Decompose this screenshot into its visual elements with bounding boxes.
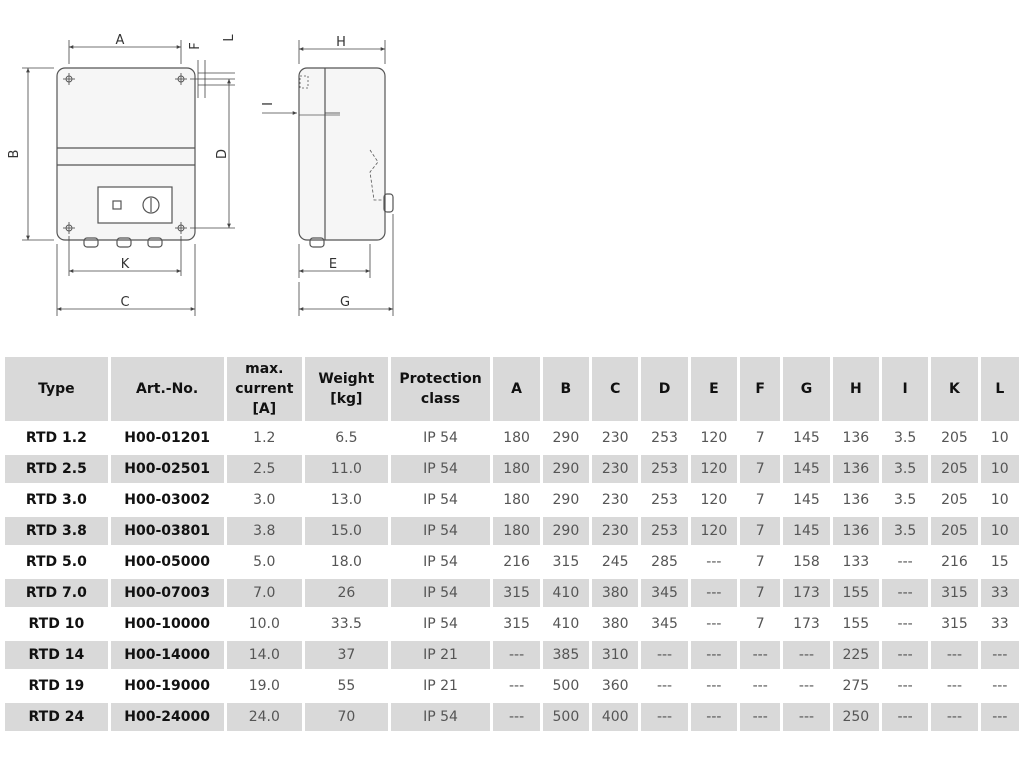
cell-protection-class: IP 54 bbox=[391, 548, 491, 576]
table-row bbox=[5, 548, 1019, 576]
front-view bbox=[57, 68, 195, 247]
control-panel bbox=[98, 187, 172, 223]
cell-type: RTD 7.0 bbox=[5, 579, 108, 607]
cell-b: 410 bbox=[543, 579, 589, 607]
cell-art-no: H00-19000 bbox=[111, 672, 224, 700]
cell-k: 205 bbox=[931, 517, 977, 545]
cell-max-current: 19.0 bbox=[227, 672, 303, 700]
cell-e: 120 bbox=[691, 486, 737, 514]
cell-h: 136 bbox=[833, 486, 879, 514]
cell-art-no: H00-24000 bbox=[111, 703, 224, 731]
cell-k: --- bbox=[931, 641, 977, 669]
cell-weight: 11.0 bbox=[305, 455, 388, 483]
cell-i: 3.5 bbox=[882, 486, 928, 514]
cell-f: 7 bbox=[740, 517, 780, 545]
cell-k: --- bbox=[931, 672, 977, 700]
cell-protection-class: IP 21 bbox=[391, 641, 491, 669]
cell-i: --- bbox=[882, 579, 928, 607]
header-d: D bbox=[641, 357, 687, 421]
cell-max-current: 7.0 bbox=[227, 579, 303, 607]
cell-b: 290 bbox=[543, 517, 589, 545]
cell-c: 380 bbox=[592, 610, 638, 638]
cell-a: --- bbox=[493, 641, 539, 669]
cell-protection-class: IP 21 bbox=[391, 672, 491, 700]
cell-h: 275 bbox=[833, 672, 879, 700]
table-row bbox=[5, 517, 1019, 545]
cell-f: --- bbox=[740, 672, 780, 700]
cell-protection-class: IP 54 bbox=[391, 517, 491, 545]
header-g: G bbox=[783, 357, 829, 421]
cell-k: 315 bbox=[931, 610, 977, 638]
cell-type: RTD 14 bbox=[5, 641, 108, 669]
cell-g: 145 bbox=[783, 455, 829, 483]
cell-protection-class: IP 54 bbox=[391, 486, 491, 514]
specification-table bbox=[2, 354, 1022, 734]
cell-d: 253 bbox=[641, 486, 687, 514]
cell-weight: 55 bbox=[305, 672, 388, 700]
cell-e: --- bbox=[691, 641, 737, 669]
cell-max-current: 2.5 bbox=[227, 455, 303, 483]
dim-label-b: B bbox=[7, 149, 22, 159]
header-art-no: Art.-No. bbox=[111, 357, 224, 421]
cell-weight: 6.5 bbox=[305, 424, 388, 452]
cell-e: --- bbox=[691, 703, 737, 731]
cell-weight: 70 bbox=[305, 703, 388, 731]
cell-a: --- bbox=[493, 672, 539, 700]
table-row bbox=[5, 579, 1019, 607]
cell-d: 285 bbox=[641, 548, 687, 576]
header-l: L bbox=[981, 357, 1019, 421]
table-header-row bbox=[5, 357, 1019, 421]
cell-l: --- bbox=[981, 641, 1019, 669]
cell-i: --- bbox=[882, 672, 928, 700]
cell-c: 230 bbox=[592, 517, 638, 545]
cell-k: 315 bbox=[931, 579, 977, 607]
header-protection-class: Protection class bbox=[391, 357, 491, 421]
cell-d: --- bbox=[641, 672, 687, 700]
cell-protection-class: IP 54 bbox=[391, 455, 491, 483]
cell-i: --- bbox=[882, 703, 928, 731]
cell-k: 205 bbox=[931, 424, 977, 452]
cell-art-no: H00-03801 bbox=[111, 517, 224, 545]
cell-protection-class: IP 54 bbox=[391, 610, 491, 638]
cell-art-no: H00-14000 bbox=[111, 641, 224, 669]
cell-f: 7 bbox=[740, 610, 780, 638]
cell-art-no: H00-07003 bbox=[111, 579, 224, 607]
cell-max-current: 10.0 bbox=[227, 610, 303, 638]
cell-h: 136 bbox=[833, 424, 879, 452]
cell-l: 33 bbox=[981, 610, 1019, 638]
cell-type: RTD 5.0 bbox=[5, 548, 108, 576]
cell-art-no: H00-01201 bbox=[111, 424, 224, 452]
cell-weight: 33.5 bbox=[305, 610, 388, 638]
cell-a: 315 bbox=[493, 610, 539, 638]
cell-art-no: H00-03002 bbox=[111, 486, 224, 514]
cell-d: 253 bbox=[641, 517, 687, 545]
cell-b: 290 bbox=[543, 486, 589, 514]
cell-g: 145 bbox=[783, 424, 829, 452]
cell-l: --- bbox=[981, 703, 1019, 731]
cell-type: RTD 24 bbox=[5, 703, 108, 731]
cell-d: --- bbox=[641, 641, 687, 669]
header-h: H bbox=[833, 357, 879, 421]
cell-e: 120 bbox=[691, 424, 737, 452]
cell-max-current: 14.0 bbox=[227, 641, 303, 669]
cell-l: 10 bbox=[981, 455, 1019, 483]
cell-c: 360 bbox=[592, 672, 638, 700]
cell-g: 145 bbox=[783, 517, 829, 545]
dim-label-i: I bbox=[261, 102, 276, 106]
cell-b: 290 bbox=[543, 424, 589, 452]
cell-a: 180 bbox=[493, 455, 539, 483]
header-type: Type bbox=[5, 357, 108, 421]
cell-i: 3.5 bbox=[882, 517, 928, 545]
header-weight: Weight [kg] bbox=[305, 357, 388, 421]
header-e: E bbox=[691, 357, 737, 421]
cell-f: 7 bbox=[740, 486, 780, 514]
cell-d: 253 bbox=[641, 424, 687, 452]
cell-weight: 13.0 bbox=[305, 486, 388, 514]
cell-h: 133 bbox=[833, 548, 879, 576]
cell-art-no: H00-02501 bbox=[111, 455, 224, 483]
cell-a: 180 bbox=[493, 486, 539, 514]
table-body bbox=[5, 424, 1019, 731]
table-row bbox=[5, 424, 1019, 452]
cell-e: --- bbox=[691, 579, 737, 607]
header-i: I bbox=[882, 357, 928, 421]
cell-d: 345 bbox=[641, 579, 687, 607]
cell-weight: 18.0 bbox=[305, 548, 388, 576]
cell-type: RTD 3.8 bbox=[5, 517, 108, 545]
cell-l: --- bbox=[981, 672, 1019, 700]
header-b: B bbox=[543, 357, 589, 421]
cell-l: 10 bbox=[981, 517, 1019, 545]
cell-c: 310 bbox=[592, 641, 638, 669]
cell-g: 173 bbox=[783, 579, 829, 607]
cell-h: 155 bbox=[833, 610, 879, 638]
dim-label-e: E bbox=[328, 257, 338, 272]
cell-c: 245 bbox=[592, 548, 638, 576]
cell-h: 225 bbox=[833, 641, 879, 669]
table-row bbox=[5, 703, 1019, 731]
table-row bbox=[5, 672, 1019, 700]
cell-type: RTD 3.0 bbox=[5, 486, 108, 514]
cell-max-current: 5.0 bbox=[227, 548, 303, 576]
cell-g: 145 bbox=[783, 486, 829, 514]
cell-k: 216 bbox=[931, 548, 977, 576]
cell-c: 400 bbox=[592, 703, 638, 731]
dim-label-g: G bbox=[339, 295, 351, 310]
header-k: K bbox=[931, 357, 977, 421]
table-row bbox=[5, 641, 1019, 669]
cell-c: 380 bbox=[592, 579, 638, 607]
cell-l: 10 bbox=[981, 424, 1019, 452]
cell-k: 205 bbox=[931, 455, 977, 483]
dim-label-a: A bbox=[115, 33, 125, 48]
table-row bbox=[5, 610, 1019, 638]
cell-a: 216 bbox=[493, 548, 539, 576]
cell-l: 33 bbox=[981, 579, 1019, 607]
cell-g: 158 bbox=[783, 548, 829, 576]
cell-e: --- bbox=[691, 548, 737, 576]
cell-max-current: 3.8 bbox=[227, 517, 303, 545]
cell-f: 7 bbox=[740, 455, 780, 483]
cell-art-no: H00-10000 bbox=[111, 610, 224, 638]
cell-protection-class: IP 54 bbox=[391, 579, 491, 607]
cell-type: RTD 1.2 bbox=[5, 424, 108, 452]
cell-type: RTD 10 bbox=[5, 610, 108, 638]
cell-a: --- bbox=[493, 703, 539, 731]
cell-b: 410 bbox=[543, 610, 589, 638]
cell-e: --- bbox=[691, 672, 737, 700]
cell-g: --- bbox=[783, 672, 829, 700]
cell-l: 15 bbox=[981, 548, 1019, 576]
cell-c: 230 bbox=[592, 486, 638, 514]
cell-max-current: 1.2 bbox=[227, 424, 303, 452]
cell-k: 205 bbox=[931, 486, 977, 514]
cell-c: 230 bbox=[592, 455, 638, 483]
cell-i: 3.5 bbox=[882, 424, 928, 452]
cell-h: 250 bbox=[833, 703, 879, 731]
cell-e: 120 bbox=[691, 455, 737, 483]
cell-f: --- bbox=[740, 703, 780, 731]
dim-label-f: F bbox=[188, 42, 203, 50]
cell-i: --- bbox=[882, 610, 928, 638]
side-view bbox=[299, 68, 393, 247]
cell-g: --- bbox=[783, 641, 829, 669]
cell-type: RTD 19 bbox=[5, 672, 108, 700]
dim-label-d: D bbox=[215, 148, 230, 160]
cell-b: 290 bbox=[543, 455, 589, 483]
cell-b: 385 bbox=[543, 641, 589, 669]
cell-max-current: 3.0 bbox=[227, 486, 303, 514]
cell-i: 3.5 bbox=[882, 455, 928, 483]
cell-g: --- bbox=[783, 703, 829, 731]
cell-a: 315 bbox=[493, 579, 539, 607]
cell-type: RTD 2.5 bbox=[5, 455, 108, 483]
cell-i: --- bbox=[882, 548, 928, 576]
header-a: A bbox=[493, 357, 539, 421]
cell-f: 7 bbox=[740, 579, 780, 607]
header-max-current: max. current [A] bbox=[227, 357, 303, 421]
cell-h: 136 bbox=[833, 455, 879, 483]
cell-a: 180 bbox=[493, 424, 539, 452]
cell-protection-class: IP 54 bbox=[391, 703, 491, 731]
dimension-drawing bbox=[0, 0, 400, 330]
cell-b: 500 bbox=[543, 672, 589, 700]
table-row bbox=[5, 486, 1019, 514]
cell-max-current: 24.0 bbox=[227, 703, 303, 731]
cell-c: 230 bbox=[592, 424, 638, 452]
cell-weight: 37 bbox=[305, 641, 388, 669]
cell-f: 7 bbox=[740, 424, 780, 452]
cell-f: --- bbox=[740, 641, 780, 669]
cell-g: 173 bbox=[783, 610, 829, 638]
cell-weight: 15.0 bbox=[305, 517, 388, 545]
table-row bbox=[5, 455, 1019, 483]
cell-a: 180 bbox=[493, 517, 539, 545]
cell-b: 500 bbox=[543, 703, 589, 731]
header-f: F bbox=[740, 357, 780, 421]
side-enclosure bbox=[299, 68, 385, 240]
cell-f: 7 bbox=[740, 548, 780, 576]
cell-k: --- bbox=[931, 703, 977, 731]
cell-d: 253 bbox=[641, 455, 687, 483]
cell-art-no: H00-05000 bbox=[111, 548, 224, 576]
cell-l: 10 bbox=[981, 486, 1019, 514]
cell-h: 136 bbox=[833, 517, 879, 545]
cell-h: 155 bbox=[833, 579, 879, 607]
cell-d: --- bbox=[641, 703, 687, 731]
cell-weight: 26 bbox=[305, 579, 388, 607]
dim-label-h: H bbox=[336, 35, 346, 50]
header-c: C bbox=[592, 357, 638, 421]
dim-label-k: K bbox=[120, 257, 130, 272]
cell-d: 345 bbox=[641, 610, 687, 638]
cell-i: --- bbox=[882, 641, 928, 669]
cell-b: 315 bbox=[543, 548, 589, 576]
dim-label-c: C bbox=[120, 295, 130, 310]
dim-label-l: L bbox=[222, 34, 237, 42]
cell-protection-class: IP 54 bbox=[391, 424, 491, 452]
cell-e: --- bbox=[691, 610, 737, 638]
cell-e: 120 bbox=[691, 517, 737, 545]
